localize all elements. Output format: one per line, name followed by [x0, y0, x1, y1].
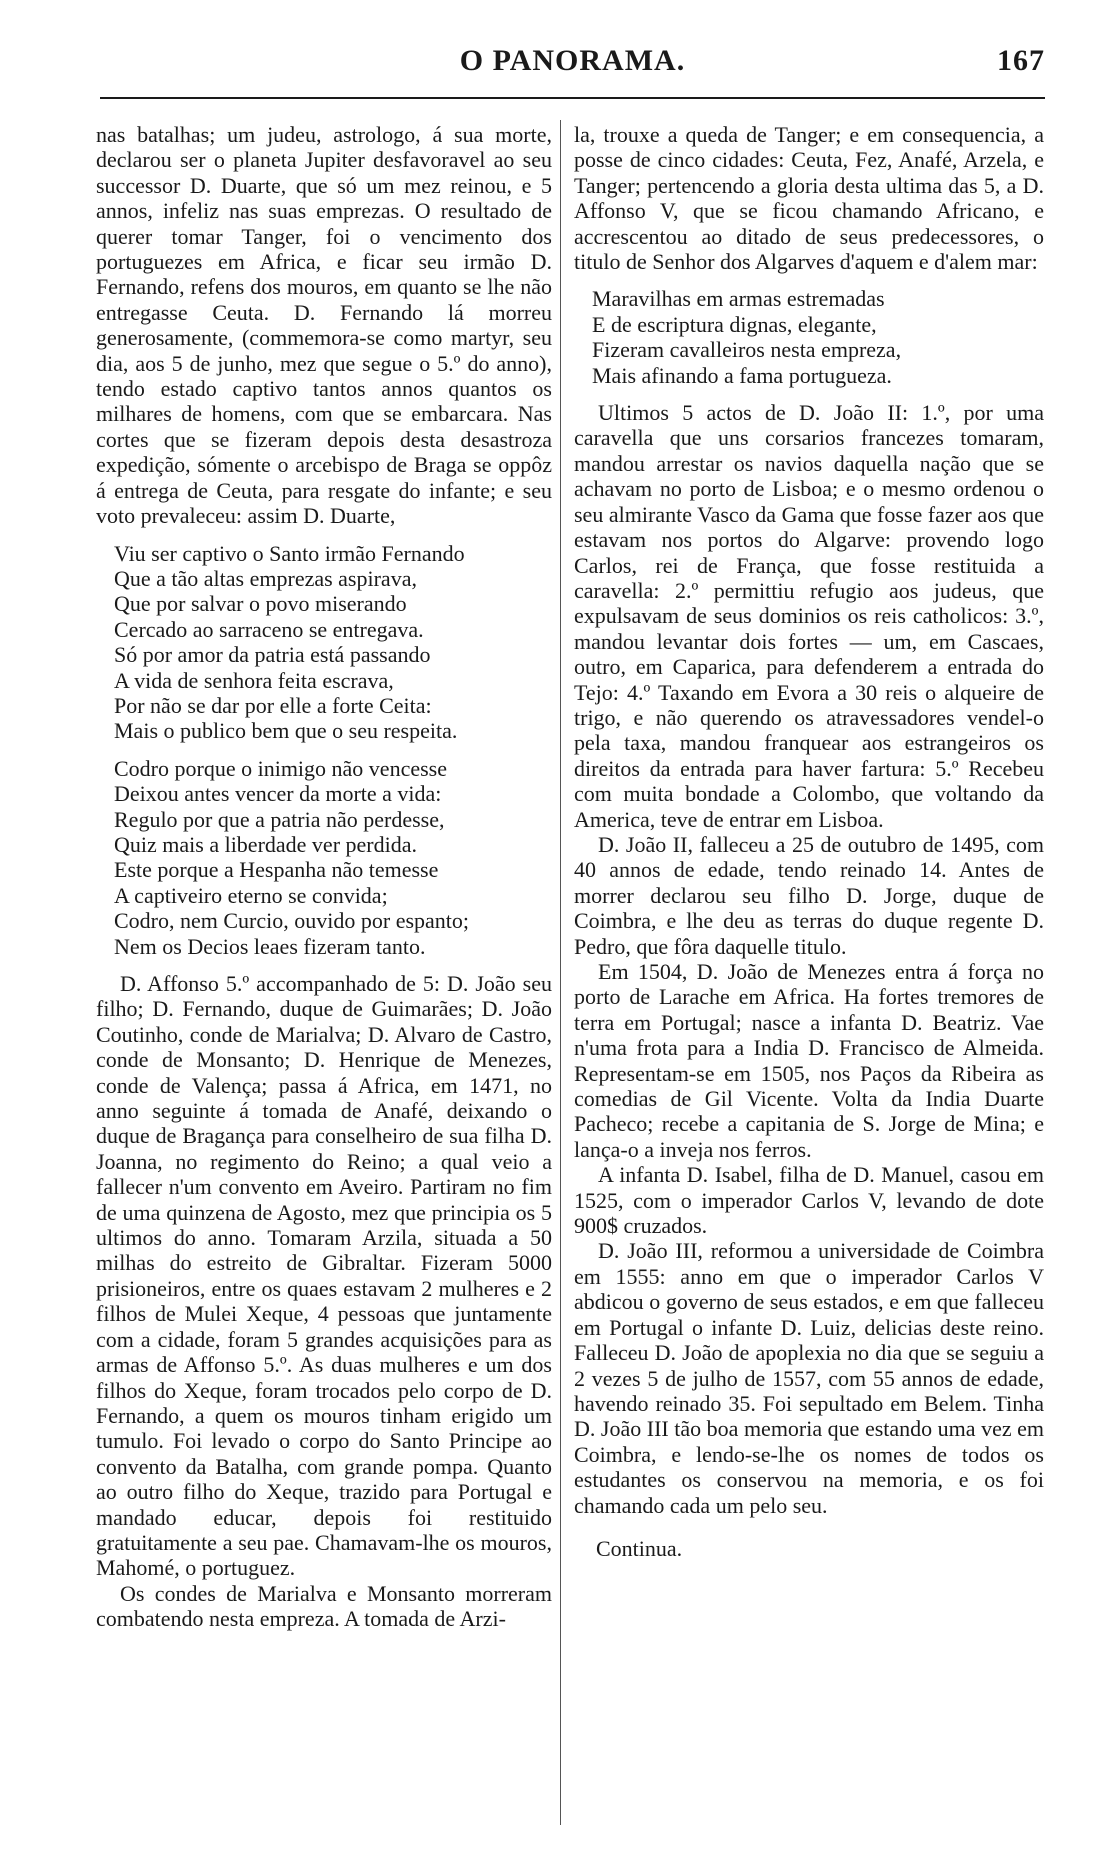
- verse-line: A vida de senhora feita escrava,: [114, 667, 394, 693]
- publication-title: O PANORAMA.: [459, 44, 686, 77]
- verse-line: E de escriptura dignas, elegante,: [592, 311, 877, 337]
- verse-stanza: [114, 756, 552, 959]
- continued-note: Continua.: [596, 1535, 683, 1561]
- verse-line: Deixou antes vencer da morte a vida:: [114, 781, 442, 807]
- verse-line: Maravilhas em armas estremadas: [592, 286, 885, 312]
- verse-line: Por não se dar por elle a forte Ceita:: [114, 692, 432, 718]
- paragraph: nas batalhas; um judeu, astrologo, á sua morte, declarou ser o planeta Jupiter desfavoravel ao seu successor D. Duarte, que só um mez reinou, e 5 annos, infeliz nas suas emprezas. O resultado de querer tomar Tanger, foi o vencimento dos portuguezes em Africa, e ficar seu irmão D. Fernando, refens dos mouros, em quanto se lhe não entregasse Ceuta. D. Fernando lá morreu generosamente, (commemora-se como martyr, seu dia, aos 5 de junho, mez que segue o 5.º do anno), tendo estado captivo tantos annos quantos os milhares de homens, com que se embarcara. Nas cortes que se fizeram depois desta desastroza expedição, sómente o arcebispo de Braga se oppôz á entrega de Ceuta, para resgate do infante; e seu voto prevaleceu: assim D. Duarte,: [96, 122, 552, 529]
- verse-line: Que a tão altas emprezas aspirava,: [114, 565, 417, 591]
- paragraph: D. João III, reformou a universidade de Coimbra em 1555: anno em que o imperador Carlos V abdicou o governo de seus estados, e em que falleceu em Portugal o infante D. Luiz, delicias deste reino. Falleceu D. João de apoplexia no dia que se seguiu a 2 vezes 5 de julho de 1557, com 55 annos de edade, havendo reinado 35. Foi sepultado em Belem. Tinha D. João III tão boa memoria que estando uma vez em Coimbra, e lendo-se-lhe os nomes de todos os estudantes os conservou na memoria, e os foi chamando cada um pelo seu.: [574, 1238, 1044, 1518]
- paragraph: la, trouxe a queda de Tanger; e em consequencia, a posse de cinco cidades: Ceuta, Fez, Anafé, Arzela, e Tanger; pertencendo a gloria desta ultima das 5, a D. Affonso V, que se ficou chamando Africano, e accrescentou ao ditado de seus predecessores, o titulo de Senhor dos Algarves d'aquem e d'alem mar:: [574, 122, 1044, 275]
- verse-line: Mais afinando a fama portugueza.: [592, 362, 892, 388]
- paragraph: D. João II, falleceu a 25 de outubro de 1495, com 40 annos de edade, tendo reinado 14. Antes de morrer declarou seu filho D. Jorge, duque de Coimbra, e lhe deu as terras do duque regente D. Pedro, que fôra daquelle titulo.: [574, 831, 1044, 959]
- verse-line: Viu ser captivo o Santo irmão Fernando: [114, 540, 465, 566]
- header-rule: [100, 97, 1045, 99]
- right-column: [574, 122, 1044, 1561]
- verse-line: Fizeram cavalleiros nesta empreza,: [592, 337, 902, 363]
- verse-stanza: [114, 541, 552, 744]
- left-column: [96, 122, 552, 1632]
- paragraph: Em 1504, D. João de Menezes entra á força no porto de Larache em Africa. Ha fortes tremores de terra em Portugal; nasce a infanta D. Beatriz. Vae n'uma frota para a India D. Francisco de Almeida. Representam-se em 1505, nos Paços da Ribeira as comedias de Gil Vicente. Volta da India Duarte Pacheco; recebe a capitania de S. Jorge de Mina; e lança-o a inveja nos ferros.: [574, 959, 1044, 1162]
- page-number: 167: [997, 44, 1045, 77]
- paragraph: A infanta D. Isabel, filha de D. Manuel, casou em 1525, com o imperador Carlos V, levando de dote 900$ cruzados.: [574, 1162, 1044, 1239]
- verse-line: A captiveiro eterno se convida;: [114, 882, 388, 908]
- verse-line: Este porque a Hespanha não temesse: [114, 857, 439, 883]
- verse-line: Mais o publico bem que o seu respeita.: [114, 718, 458, 744]
- verse-line: Nem os Decios leaes fizeram tanto.: [114, 933, 426, 959]
- verse-line: Cercado ao sarraceno se entregava.: [114, 616, 424, 642]
- paragraph: Os condes de Marialva e Monsanto morreram combatendo nesta empreza. A tomada de Arzi-: [96, 1580, 552, 1632]
- verse-line: Só por amor da patria está passando: [114, 642, 431, 668]
- paragraph: Ultimos 5 actos de D. João II: 1.º, por uma caravella que uns corsarios francezes tomaram, mandou arrestar os navios daquella nação que se achavam no porto de Lisboa; e o mesmo ordenou o seu almirante Vasco da Gama que fosse fazer aos que estavam nos portos do Algarve: provendo logo Carlos, rei de França, que fosse restituida a caravella: 2.º permittiu refugio aos judeus, que expulsavam de seus dominios os reis catholicos: 3.º, mandou levantar dois fortes — um, em Cascaes, outro, em Caparica, para defenderem a entrada do Tejo: 4.º Taxando em Evora a 30 reis o alqueire de trigo, e não querendo os atravessadores vendel-o pela taxa, mandou franquear aos estrangeiros os direitos da entrada para haver fartura: 5.º Recebeu com muita bondade a Colombo, que voltando da America, teve de entrar em Lisboa.: [574, 400, 1044, 832]
- paragraph: D. Affonso 5.º accompanhado de 5: D. João seu filho; D. Fernando, duque de Guimarães; D. João Coutinho, conde de Marialva; D. Alvaro de Castro, conde de Monsanto; D. Henrique de Menezes, conde de Valença; passa á Africa, em 1471, no anno seguinte á tomada de Anafé, deixando o duque de Bragança para conselheiro de sua filha D. Joanna, no regimento do Reino; a qual veio a fallecer n'um convento em Aveiro. Partiram no fim de uma quinzena de Agosto, mez que principia os 5 ultimos do anno. Tomaram Arzila, situada a 50 milhas do estreito de Gibraltar. Fizeram 5000 prisioneiros, entre os quaes estavam 2 mulheres e 2 filhos de Mulei Xeque, 4 pessoas que juntamente com a cidade, foram 5 grandes acquisições para as armas de Affonso 5.º. As duas mulheres e um dos filhos do Xeque, foram trocados pelo corpo de D. Fernando, a quem os mouros tinham erigido um tumulo. Foi levado o corpo do Santo Principe ao convento da Batalha, com grande pompa. Quanto ao outro filho do Xeque, trazido para Portugal e mandado educar, depois foi restituido gratuitamente a seu pae. Chamavam-lhe os mouros, Mahomé, o portuguez.: [96, 971, 552, 1581]
- verse-line: Codro, nem Curcio, ouvido por espanto;: [114, 908, 470, 934]
- verse-stanza: [592, 286, 1044, 388]
- verse-line: Quiz mais a liberdade ver perdida.: [114, 831, 417, 857]
- column-divider: [560, 120, 561, 1825]
- verse-line: Que por salvar o povo miserando: [114, 591, 407, 617]
- verse-line: Regulo por que a patria não perdesse,: [114, 806, 445, 832]
- page-header: [100, 40, 1045, 80]
- verse-line: Codro porque o inimigo não vencesse: [114, 755, 447, 781]
